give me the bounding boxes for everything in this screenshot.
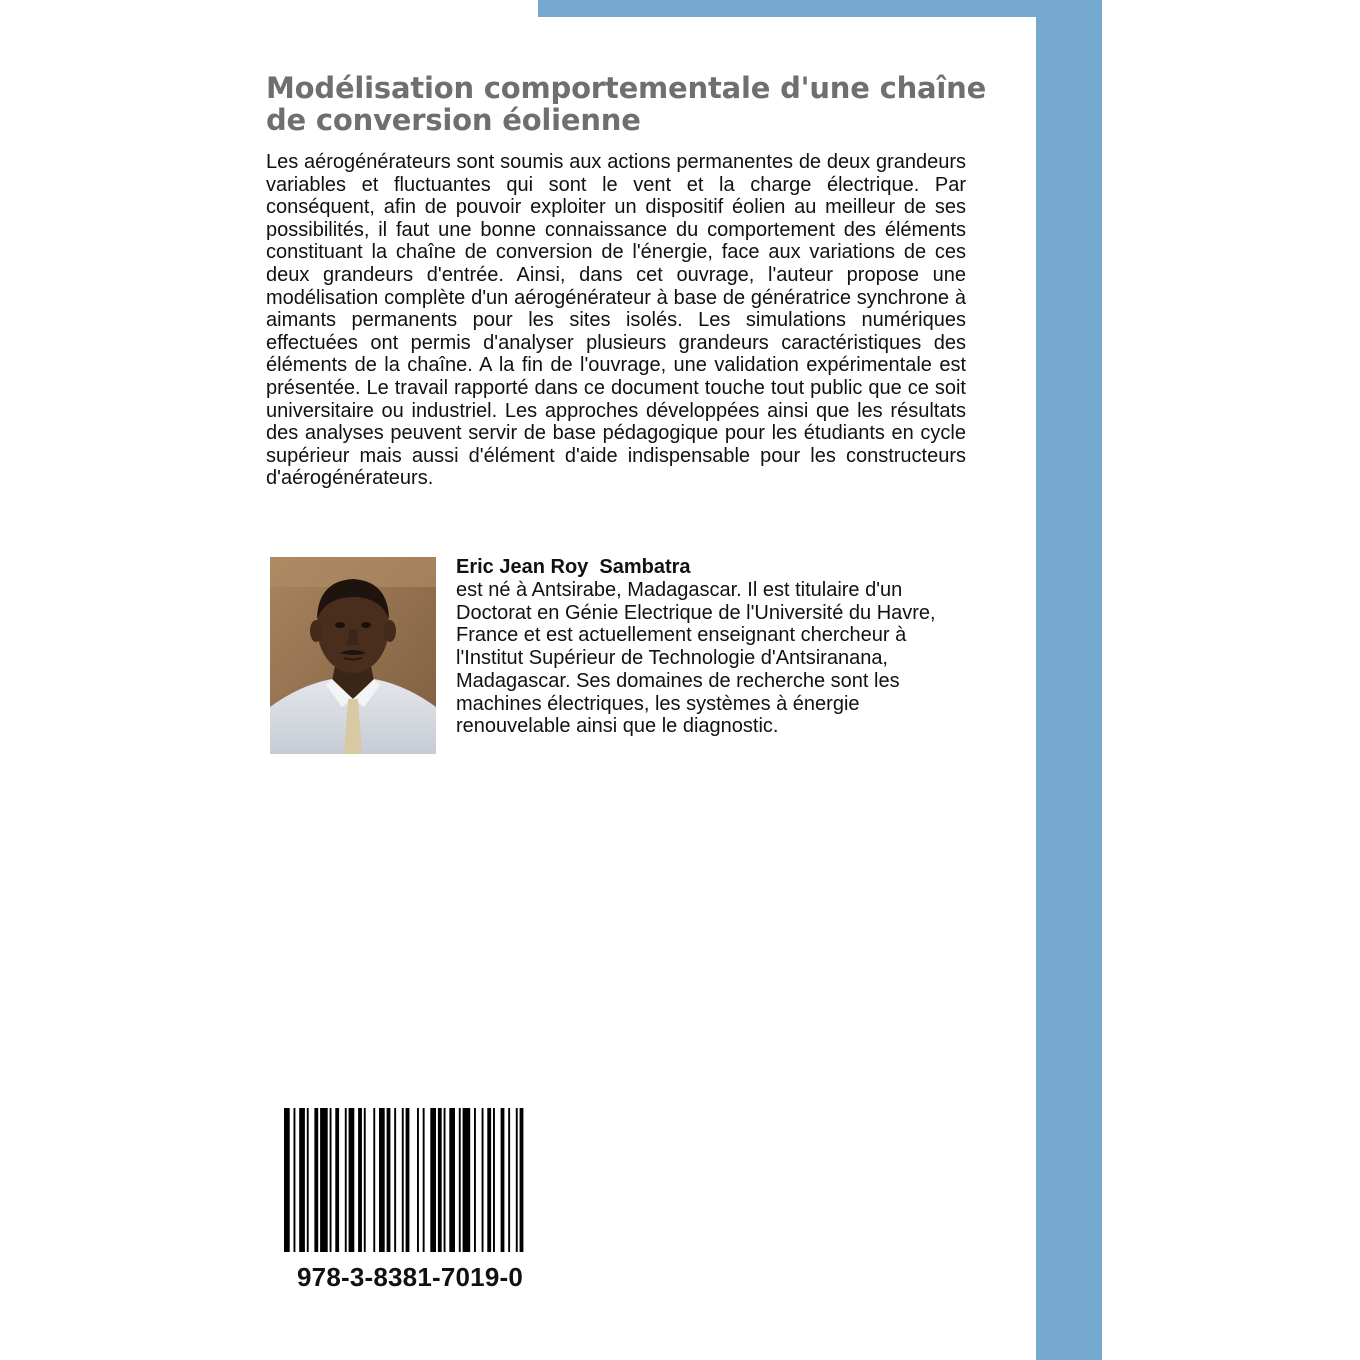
barcode-bar — [294, 1108, 296, 1252]
barcode-bar — [463, 1108, 471, 1252]
barcode-bar — [449, 1108, 455, 1252]
barcode-bar — [516, 1108, 518, 1252]
barcode-bar — [335, 1108, 339, 1252]
barcode-bar — [373, 1108, 375, 1252]
author-portrait-image — [270, 557, 436, 754]
author-name: Eric Jean Roy Sambatra — [456, 556, 691, 578]
isbn-number: 978-3-8381-7019-0 — [297, 1262, 524, 1292]
barcode-bar — [417, 1108, 419, 1252]
barcode-bar — [430, 1108, 436, 1252]
barcode-bar — [459, 1108, 461, 1252]
author-photo — [270, 557, 436, 754]
barcode-bar — [438, 1108, 442, 1252]
barcode-bar — [406, 1108, 410, 1252]
barcode-bar — [508, 1108, 510, 1252]
barcode-bar — [387, 1108, 391, 1252]
barcode-bar — [487, 1108, 491, 1252]
barcode-bar — [402, 1108, 404, 1252]
author-bio: est né à Antsirabe, Madagascar. Il est titulaire d'un Doctorat en Génie Electrique de l'Université du Havre, France et est actuellement enseignant chercheur à l'Institut Supérieur de Technologie d'Antsiranana, Madagascar. Ses domaines de recherche sont les machines électriques, les systèmes à énergie renouvelable ainsi que le diagnostic. — [456, 579, 936, 738]
barcode-bar — [284, 1108, 290, 1252]
top-color-band — [538, 0, 1102, 17]
barcode-bar — [474, 1108, 476, 1252]
barcode-bar — [482, 1108, 484, 1252]
barcode-bar — [379, 1108, 385, 1252]
barcode-bar — [299, 1108, 305, 1252]
barcode-bar — [307, 1108, 309, 1252]
barcode-bar — [314, 1108, 318, 1252]
barcode-bar — [501, 1108, 505, 1252]
book-title: Modélisation comportementale d'une chaîne de conversion éolienne — [266, 71, 987, 137]
barcode-bar — [320, 1108, 328, 1252]
barcode-bar — [345, 1108, 347, 1252]
barcode-bar — [330, 1108, 332, 1252]
book-description: Les aérogénérateurs sont soumis aux actions permanentes de deux grandeurs variables et fluctuantes qui sont le vent et la charge électrique. Par conséquent, afin de pouvoir exploiter un dispositif éolien au meilleur de ses possibilités, il faut une bonne connaissance du comportement des éléments constituant la chaîne de conversion de l'énergie, face aux variations de ces deux grandeurs d'entrée. Ainsi, dans cet ouvrage, l'auteur propose une modélisation complète d'un aérogénérateur à base de génératrice synchrone à aimants permanents pour les sites isolés. Les simulations numériques effectuées ont permis d'analyser plusieurs grandeurs caractéristiques des éléments de la chaîne. A la fin de l'ouvrage, une validation expérimentale est présentée. Le travail rapporté dans ce document touche tout public que ce soit universitaire ou industriel. Les approches développées ainsi que les résultats des analyses peuvent servir de base pédagogique pour les étudiants en cycle supérieur mais aussi d'élément d'aide indispensable pour les constructeurs d'aérogénérateurs. — [266, 151, 966, 490]
barcode-bar — [423, 1108, 425, 1252]
barcode-bar — [364, 1108, 366, 1252]
barcode-bar — [444, 1108, 446, 1252]
barcode-bar — [358, 1108, 362, 1252]
barcode-bar — [349, 1108, 355, 1252]
barcode-bar — [394, 1108, 396, 1252]
barcode-bar — [493, 1108, 495, 1252]
book-spine — [1036, 0, 1102, 1360]
barcode-bar — [520, 1108, 524, 1252]
isbn-barcode — [284, 1108, 550, 1252]
